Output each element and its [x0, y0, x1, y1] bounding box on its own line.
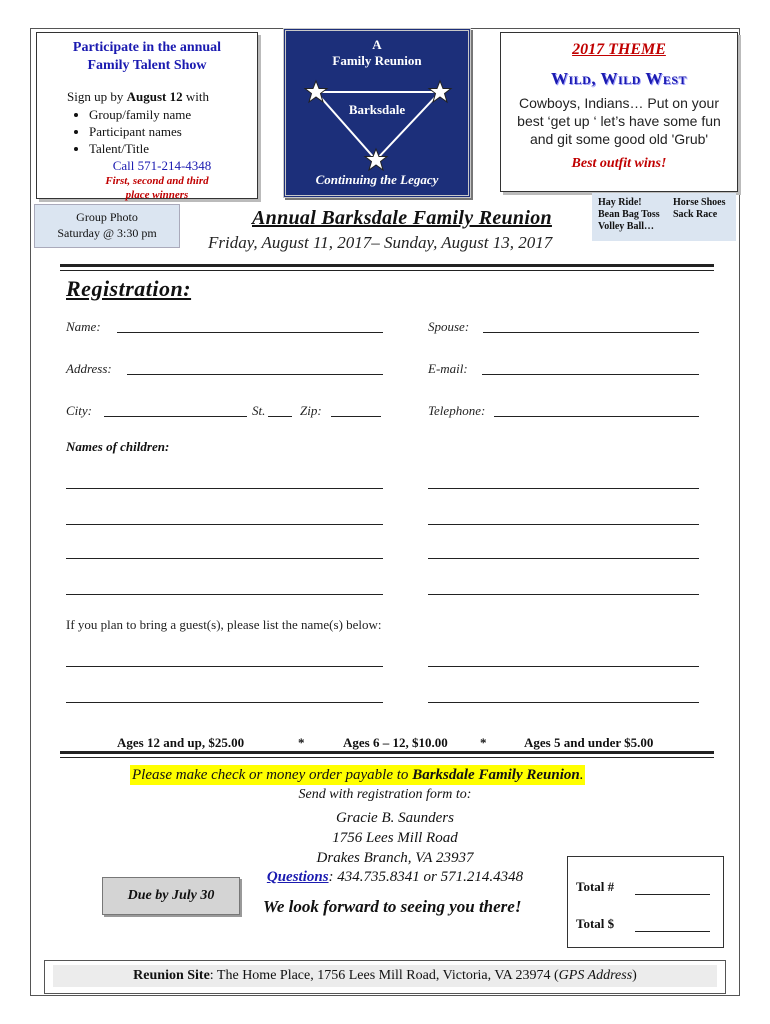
emblem-a: A — [372, 37, 382, 52]
child-name-field[interactable] — [428, 558, 699, 559]
closing-message: We look forward to seeing you there! — [263, 897, 522, 916]
registration-title: Registration: — [66, 276, 192, 301]
talent-title-line2: Family Talent Show — [87, 58, 207, 73]
telephone-field[interactable] — [494, 416, 699, 417]
mail-street: 1756 Lees Mill Road — [332, 830, 458, 846]
reunion-emblem — [283, 28, 471, 198]
total-amount-label: Total $ — [576, 916, 615, 931]
divider — [60, 264, 714, 267]
guest-name-field[interactable] — [66, 702, 383, 703]
price-separator: * — [298, 735, 305, 750]
child-name-field[interactable] — [428, 594, 699, 595]
payable-to: Barksdale Family Reunion — [412, 767, 580, 783]
mail-name: Gracie B. Saunders — [336, 810, 454, 826]
total-count-label: Total # — [576, 879, 615, 894]
activity-bean-bag: Bean Bag Toss — [598, 209, 660, 220]
child-name-field[interactable] — [66, 488, 383, 489]
group-photo-time: Saturday @ 3:30 pm — [57, 226, 157, 240]
group-photo-title: Group Photo — [76, 210, 138, 224]
totals-box — [567, 856, 724, 948]
total-amount-field[interactable] — [635, 931, 710, 932]
best-outfit-note: Best outfit wins! — [571, 156, 667, 171]
emblem-family-name: Barksdale — [348, 102, 406, 117]
signup-items — [37, 106, 257, 157]
list-item: • Group/family name — [89, 106, 257, 123]
name-field[interactable] — [117, 332, 383, 333]
group-photo-box — [34, 204, 180, 248]
reunion-site-text — [53, 965, 717, 987]
emblem-tagline: Continuing the Legacy — [315, 172, 439, 187]
city-label: City: — [66, 403, 92, 418]
signup-prefix: Sign up by — [67, 89, 127, 104]
theme-description: Cowboys, Indians… Put on your best ‘get up ‘ let’s have some fun and git some good old 'Grub' — [517, 95, 721, 147]
price-child: Ages 6 – 12, $10.00 — [343, 735, 448, 750]
site-gps-note: GPS Address — [558, 968, 633, 983]
child-name-field[interactable] — [66, 594, 383, 595]
list-item: • Participant names — [89, 123, 257, 140]
price-small-child: Ages 5 and under $5.00 — [524, 735, 654, 750]
signup-text — [67, 89, 257, 105]
email-field[interactable] — [482, 374, 699, 375]
activity-horse-shoes: Horse Shoes — [673, 197, 726, 208]
call-number: Call 571-214-4348 — [112, 158, 212, 173]
activity-volley-ball: Volley Ball… — [598, 221, 655, 232]
theme-box — [500, 32, 738, 192]
payable-note — [130, 765, 585, 785]
signup-date: August 12 — [126, 89, 183, 104]
questions-phones: : 434.735.8341 or 571.214.4348 — [328, 869, 524, 885]
event-dates: Friday, August 11, 2017– Sunday, August 13, 2017 — [208, 233, 553, 252]
questions-label: Questions — [266, 869, 329, 885]
email-label: E-mail: — [428, 361, 468, 376]
talent-show-title — [37, 39, 257, 75]
guest-name-field[interactable] — [428, 702, 699, 703]
signup-suffix: with — [182, 89, 209, 104]
theme-year: 2017 THEME — [572, 41, 666, 58]
child-name-field[interactable] — [66, 524, 383, 525]
send-with-note: Send with registration form to: — [298, 787, 472, 802]
state-field[interactable] — [268, 416, 292, 417]
zip-label: Zip: — [300, 403, 322, 418]
child-name-field[interactable] — [428, 488, 699, 489]
price-separator: * — [480, 735, 487, 750]
site-label: Reunion Site — [133, 968, 210, 983]
emblem-family-reunion: Family Reunion — [332, 53, 422, 68]
zip-field[interactable] — [331, 416, 381, 417]
talent-title-line1: Participate in the annual — [72, 40, 222, 55]
state-label: St. — [252, 403, 266, 418]
city-field[interactable] — [104, 416, 247, 417]
child-name-field[interactable] — [66, 558, 383, 559]
divider — [60, 757, 714, 758]
guest-instructions: If you plan to bring a guest(s), please list the name(s) below: — [66, 617, 382, 632]
children-title: Names of children: — [66, 439, 170, 454]
winners-line2: place winners — [125, 189, 189, 201]
address-label: Address: — [66, 361, 112, 376]
list-item: • Talent/Title — [89, 140, 257, 157]
name-label: Name: — [66, 319, 101, 334]
star-icon — [305, 81, 327, 102]
theme-name: Wild, Wild West — [551, 69, 687, 88]
activity-sack-race: Sack Race — [673, 209, 718, 220]
guest-name-field[interactable] — [428, 666, 699, 667]
spouse-label: Spouse: — [428, 319, 470, 334]
star-icons — [305, 81, 451, 170]
payable-prefix: Please make check or money order payable to — [132, 767, 413, 783]
price-adult: Ages 12 and up, $25.00 — [117, 735, 245, 750]
talent-show-box — [36, 32, 258, 199]
guest-name-field[interactable] — [66, 666, 383, 667]
mail-city: Drakes Branch, VA 23937 — [316, 850, 474, 866]
child-name-field[interactable] — [428, 524, 699, 525]
winners-note — [57, 174, 257, 202]
due-date-badge: Due by July 30 — [102, 877, 240, 915]
total-count-field[interactable] — [635, 894, 710, 895]
reunion-site-box — [44, 960, 726, 994]
event-title: Annual Barksdale Family Reunion — [252, 207, 552, 229]
site-close-paren: ) — [632, 968, 637, 983]
activity-hay-ride: Hay Ride! — [598, 197, 642, 208]
spouse-field[interactable] — [483, 332, 699, 333]
telephone-label: Telephone: — [428, 403, 486, 418]
winners-line1: First, second and third — [105, 175, 209, 187]
divider — [60, 751, 714, 754]
divider — [60, 270, 714, 271]
payable-suffix: . — [579, 767, 584, 783]
site-address: : The Home Place, 1756 Lees Mill Road, Victoria, VA 23974 ( — [209, 968, 559, 983]
activities-box — [592, 193, 736, 241]
address-field[interactable] — [127, 374, 383, 375]
